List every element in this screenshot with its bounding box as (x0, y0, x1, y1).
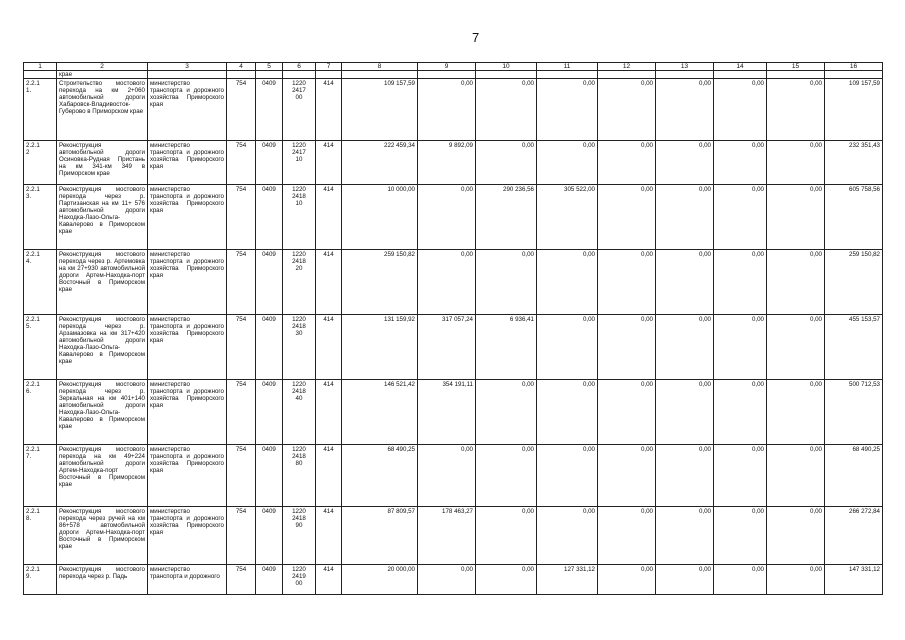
row-value: 0,00 (656, 79, 714, 141)
row-value: 0,00 (537, 380, 598, 445)
column-header: 16 (825, 63, 883, 71)
row-value: 0,00 (476, 380, 537, 445)
continuation-row (24, 71, 883, 79)
row-value: 0,00 (476, 507, 537, 565)
row-total: 605 758,56 (825, 185, 883, 250)
row-value: 222 459,34 (342, 141, 418, 185)
column-header: 14 (714, 63, 767, 71)
row-index: 2.2.1 2 (24, 141, 57, 185)
row-value: 0,00 (767, 445, 825, 507)
row-code-section: 0409 (256, 445, 283, 507)
row-total: 455 153,57 (825, 315, 883, 380)
column-header: 15 (767, 63, 825, 71)
row-value: 0,00 (714, 315, 767, 380)
row-organization: министерство транспорта и дорожного (148, 565, 227, 595)
row-index: 2.2.1 1. (24, 79, 57, 141)
column-header: 2 (57, 63, 148, 71)
row-value: 0,00 (714, 141, 767, 185)
row-value: 0,00 (767, 380, 825, 445)
row-value: 0,00 (767, 185, 825, 250)
row-code-ministry: 754 (227, 565, 256, 595)
row-total: 232 351,43 (825, 141, 883, 185)
row-code-type: 414 (316, 565, 342, 595)
row-code-ministry: 754 (227, 250, 256, 315)
row-code-ministry: 754 (227, 141, 256, 185)
row-value: 0,00 (537, 79, 598, 141)
row-code-type: 414 (316, 185, 342, 250)
row-name: Реконструкция мостового перехода через ручей на км 86+578 автомобильной дороги Артем-Находка-порт Восточный в Приморском крае (57, 507, 148, 565)
table-row (24, 141, 883, 185)
row-value: 0,00 (714, 565, 767, 595)
table-row (24, 565, 883, 595)
row-name: Реконструкция мостового перехода через р. Падь (57, 565, 148, 595)
row-value: 290 236,56 (476, 185, 537, 250)
row-code-type: 414 (316, 141, 342, 185)
row-code-target: 1220 2417 10 (283, 141, 316, 185)
row-total: 259 150,82 (825, 250, 883, 315)
row-value: 0,00 (598, 250, 656, 315)
row-value: 9 892,09 (418, 141, 476, 185)
row-value: 259 150,82 (342, 250, 418, 315)
table-row (24, 185, 883, 250)
row-value: 0,00 (767, 565, 825, 595)
row-organization: министерство транспорта и дорожного хозяйства Приморского края (148, 185, 227, 250)
row-index: 2.2.1 3. (24, 185, 57, 250)
row-value: 0,00 (537, 141, 598, 185)
column-header: 8 (342, 63, 418, 71)
row-code-target: 1220 2418 20 (283, 250, 316, 315)
row-value: 0,00 (598, 565, 656, 595)
row-total: 266 272,84 (825, 507, 883, 565)
row-code-type: 414 (316, 250, 342, 315)
column-header: 3 (148, 63, 227, 71)
row-total: 500 712,53 (825, 380, 883, 445)
row-value: 0,00 (656, 315, 714, 380)
row-value: 0,00 (767, 315, 825, 380)
row-value: 0,00 (537, 250, 598, 315)
row-value: 0,00 (598, 185, 656, 250)
row-code-ministry: 754 (227, 445, 256, 507)
row-value: 127 331,12 (537, 565, 598, 595)
row-value: 0,00 (767, 507, 825, 565)
row-code-type: 414 (316, 315, 342, 380)
row-code-type: 414 (316, 79, 342, 141)
row-code-section: 0409 (256, 79, 283, 141)
row-name: Реконструкция автомобильной дороги Осиновка-Рудная Пристань на км 341-км 349 в Приморском крае (57, 141, 148, 185)
row-index: 2.2.1 7. (24, 445, 57, 507)
row-value: 0,00 (656, 250, 714, 315)
row-organization: министерство транспорта и дорожного хозяйства Приморского края (148, 141, 227, 185)
row-code-target: 1220 2419 00 (283, 565, 316, 595)
row-index: 2.2.1 9. (24, 565, 57, 595)
row-total: 68 490,25 (825, 445, 883, 507)
row-organization: министерство транспорта и дорожного хозяйства Приморского края (148, 380, 227, 445)
row-name: Реконструкция мостового перехода на км 49+224 автомобильной дороги Артем-Находка-порт Восточный в Приморском крае (57, 445, 148, 507)
row-value: 6 936,41 (476, 315, 537, 380)
column-header: 9 (418, 63, 476, 71)
column-header: 12 (598, 63, 656, 71)
row-value: 0,00 (656, 185, 714, 250)
row-value: 0,00 (767, 250, 825, 315)
row-index: 2.2.1 5. (24, 315, 57, 380)
table-row (24, 250, 883, 315)
row-organization: министерство транспорта и дорожного хозяйства Приморского края (148, 315, 227, 380)
row-value: 0,00 (714, 79, 767, 141)
table-row (24, 315, 883, 380)
column-header: 7 (316, 63, 342, 71)
row-value: 109 157,59 (342, 79, 418, 141)
row-code-target: 1220 2418 10 (283, 185, 316, 250)
row-code-ministry: 754 (227, 507, 256, 565)
row-value: 0,00 (656, 445, 714, 507)
row-index: 2.2.1 4. (24, 250, 57, 315)
budget-table (23, 62, 883, 595)
continuation-text: крае (57, 71, 148, 79)
row-value: 0,00 (476, 565, 537, 595)
row-name: Реконструкция мостового перехода через р. Артемовка на км 27+930 автомобильной дороги Артем-Находка-порт Восточный в Приморском крае (57, 250, 148, 315)
column-header: 5 (256, 63, 283, 71)
row-code-type: 414 (316, 507, 342, 565)
column-header: 1 (24, 63, 57, 71)
row-total: 109 157,59 (825, 79, 883, 141)
row-value: 0,00 (476, 250, 537, 315)
row-code-ministry: 754 (227, 315, 256, 380)
row-value: 146 521,42 (342, 380, 418, 445)
row-value: 0,00 (537, 507, 598, 565)
row-name: Реконструкция мостового перехода через р. Арзамазовка на км 317+420 автомобильной дороги Находка-Лазо-Ольга-Кавалерово в Приморском крае (57, 315, 148, 380)
row-value: 0,00 (476, 79, 537, 141)
row-code-ministry: 754 (227, 380, 256, 445)
row-code-section: 0409 (256, 141, 283, 185)
row-value: 0,00 (714, 250, 767, 315)
row-organization: министерство транспорта и дорожного хозяйства Приморского края (148, 79, 227, 141)
row-total: 147 331,12 (825, 565, 883, 595)
row-value: 10 000,00 (342, 185, 418, 250)
row-value: 0,00 (537, 445, 598, 507)
table-row (24, 79, 883, 141)
row-code-ministry: 754 (227, 185, 256, 250)
row-code-target: 1220 2418 30 (283, 315, 316, 380)
row-code-section: 0409 (256, 250, 283, 315)
table-row (24, 507, 883, 565)
page-number: 7 (472, 30, 480, 45)
row-index: 2.2.1 8. (24, 507, 57, 565)
row-name: Реконструкция мостового перехода через р. Зеркальная на км 401+140 автомобильной дороги Находка-Лазо-Ольга-Кавалерово в Приморском крае (57, 380, 148, 445)
table-row (24, 445, 883, 507)
row-code-target: 1220 2418 80 (283, 445, 316, 507)
row-value: 0,00 (656, 380, 714, 445)
row-value: 0,00 (598, 445, 656, 507)
table-row (24, 380, 883, 445)
row-value: 305 522,00 (537, 185, 598, 250)
row-code-target: 1220 2418 90 (283, 507, 316, 565)
column-header: 13 (656, 63, 714, 71)
row-value: 0,00 (418, 79, 476, 141)
row-organization: министерство транспорта и дорожного хозяйства Приморского края (148, 507, 227, 565)
row-organization: министерство транспорта и дорожного хозяйства Приморского края (148, 445, 227, 507)
row-value: 20 000,00 (342, 565, 418, 595)
row-value: 0,00 (598, 507, 656, 565)
row-value: 0,00 (418, 565, 476, 595)
row-value: 0,00 (714, 507, 767, 565)
row-value: 0,00 (656, 507, 714, 565)
row-name: Реконструкция мостового перехода через р. Партизанская на км 11+ 576 автомобильной дороги Находка-Лазо-Ольга-Кавалерово в Приморском крае (57, 185, 148, 250)
row-code-target: 1220 2417 00 (283, 79, 316, 141)
row-value: 0,00 (598, 315, 656, 380)
row-code-type: 414 (316, 445, 342, 507)
row-index: 2.2.1 6. (24, 380, 57, 445)
row-value: 0,00 (767, 79, 825, 141)
row-value: 87 809,57 (342, 507, 418, 565)
row-code-target: 1220 2418 40 (283, 380, 316, 445)
row-code-type: 414 (316, 380, 342, 445)
row-name: Строительство мостового перехода на км 2+060 автомобильной дороги Хабаровск-Владивосток-Губерово в Приморском крае (57, 79, 148, 141)
row-code-ministry: 754 (227, 79, 256, 141)
row-value: 0,00 (714, 185, 767, 250)
row-code-section: 0409 (256, 185, 283, 250)
row-value: 354 191,11 (418, 380, 476, 445)
row-organization: министерство транспорта и дорожного хозяйства Приморского края (148, 250, 227, 315)
row-code-section: 0409 (256, 507, 283, 565)
row-value: 0,00 (418, 185, 476, 250)
row-value: 0,00 (598, 380, 656, 445)
row-code-section: 0409 (256, 380, 283, 445)
row-value: 0,00 (598, 79, 656, 141)
column-header: 4 (227, 63, 256, 71)
row-value: 0,00 (598, 141, 656, 185)
row-value: 0,00 (418, 445, 476, 507)
row-code-section: 0409 (256, 315, 283, 380)
row-value: 0,00 (714, 380, 767, 445)
row-value: 0,00 (476, 445, 537, 507)
row-value: 0,00 (476, 141, 537, 185)
row-value: 0,00 (656, 565, 714, 595)
row-value: 0,00 (418, 250, 476, 315)
row-value: 68 490,25 (342, 445, 418, 507)
column-header: 6 (283, 63, 316, 71)
row-code-section: 0409 (256, 565, 283, 595)
column-header: 11 (537, 63, 598, 71)
row-value: 0,00 (537, 315, 598, 380)
row-value: 0,00 (656, 141, 714, 185)
row-value: 0,00 (714, 445, 767, 507)
row-value: 131 159,92 (342, 315, 418, 380)
column-header: 10 (476, 63, 537, 71)
row-value: 0,00 (767, 141, 825, 185)
column-number-row (24, 63, 883, 71)
row-value: 178 463,27 (418, 507, 476, 565)
row-value: 317 057,24 (418, 315, 476, 380)
